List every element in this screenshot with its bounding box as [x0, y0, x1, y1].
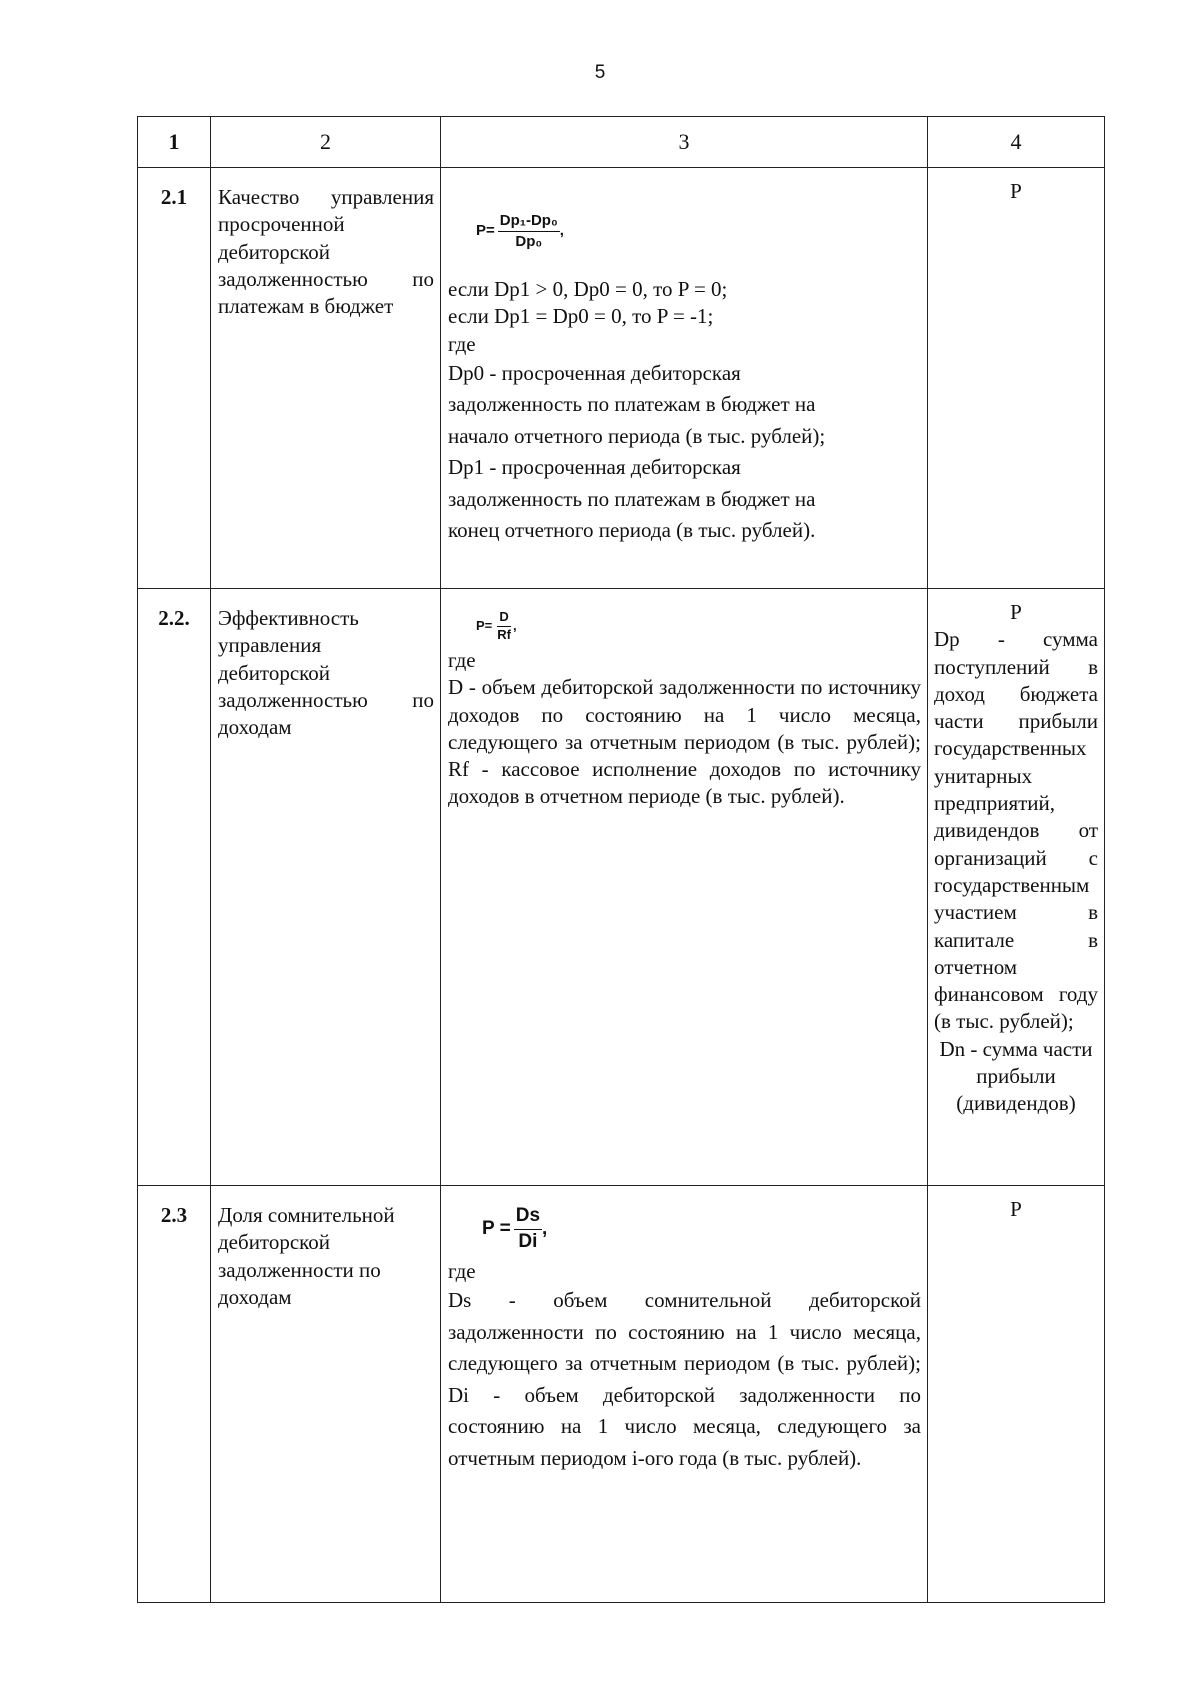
definition-line: задолженность по платежам в бюджет на	[448, 486, 816, 511]
formula	[482, 1200, 921, 1258]
formula-suffix: ,	[542, 1217, 548, 1239]
where-label: где	[448, 1259, 476, 1283]
header-cell: 4	[928, 117, 1105, 168]
calculation-cell	[441, 589, 928, 1186]
formula-lhs: P =	[482, 1217, 511, 1239]
result-symbol: P	[1010, 600, 1022, 624]
formula-numerator: Dp₁-Dp₀	[498, 211, 560, 232]
table-row	[138, 1186, 1105, 1603]
definition-line: конец отчетного периода (в тыс. рублей).	[448, 518, 816, 543]
result-cell: P	[928, 168, 1105, 589]
definition-text: D - объем дебиторской задолженности по источнику доходов по состоянию на 1 число месяца, следующего за отчетным периодом (в тыс. рублей); Rf - кассовое исполнение доходов по источнику доходов в отчетном периоде (в тыс. рублей).	[448, 675, 921, 809]
condition-line: если Dp1 > 0, Dp0 = 0, то P = 0;	[448, 277, 728, 301]
formula	[476, 605, 921, 647]
formula-denominator: Di	[518, 1230, 538, 1252]
definition-line: задолженность по платежам в бюджет на	[448, 392, 816, 417]
formula-fraction	[495, 609, 513, 644]
formula-denominator: Dp₀	[515, 232, 543, 250]
row-number: 2.2.	[138, 589, 211, 1186]
indicator-name: Эффективность управления дебиторской задолженностью по доходам	[211, 589, 441, 1186]
formula-suffix: ,	[512, 617, 517, 633]
formula-numerator: D	[497, 609, 510, 627]
table-header-row	[138, 117, 1105, 168]
formula-denominator: Rf	[497, 626, 511, 642]
row-number: 2.3	[138, 1186, 211, 1603]
formula-fraction	[498, 211, 560, 251]
header-cell: 1	[138, 117, 211, 168]
formula-fraction	[514, 1204, 542, 1254]
definition-line: Dp1 - просроченная дебиторская	[448, 455, 741, 480]
page-number: 5	[594, 62, 606, 83]
result-note: Dp - сумма поступлений в доход бюджета части прибыли государственных унитарных предприятий, дивидендов от организаций с государственным участием в капитале в отчетном финансовом году (в тыс. рублей);	[934, 627, 1098, 1034]
table-row	[138, 589, 1105, 1186]
indicator-name: Качество управления просроченной дебиторской задолженностью по платежам в бюджет	[211, 168, 441, 589]
calculation-cell	[441, 168, 928, 589]
definition-line: Dp0 - просроченная дебиторская	[448, 360, 741, 385]
formula-lhs: P=	[476, 617, 493, 633]
header-cell: 2	[211, 117, 441, 168]
definition-text: Ds - объем сомнительной дебиторской задолженности по состоянию на 1 число месяца, следующего за отчетным периодом (в тыс. рублей); Di - объем дебиторской задолженности по состоянию на 1 число месяца, следующего за отчетным периодом i-ого года (в тыс. рублей).	[448, 1288, 921, 1470]
header-cell: 3	[441, 117, 928, 168]
result-cell: P	[928, 1186, 1105, 1603]
calculation-cell	[441, 1186, 928, 1603]
where-label: где	[448, 331, 476, 356]
indicator-name: Доля сомнительной дебиторской задолженности по доходам	[211, 1186, 441, 1603]
table-row	[138, 168, 1105, 589]
result-cell	[928, 589, 1105, 1186]
formula-suffix: ,	[559, 222, 564, 240]
row-number: 2.1	[138, 168, 211, 589]
condition-line: если Dp1 = Dp0 = 0, то P = -1;	[448, 304, 714, 329]
indicators-table	[137, 116, 1105, 1603]
result-note-2: Dn - сумма части прибыли (дивидендов)	[939, 1036, 1093, 1116]
definition-line: начало отчетного периода (в тыс. рублей);	[448, 423, 826, 448]
where-label: где	[448, 648, 476, 672]
formula	[476, 186, 921, 276]
formula-lhs: P=	[476, 222, 495, 240]
formula-numerator: Ds	[514, 1204, 542, 1230]
